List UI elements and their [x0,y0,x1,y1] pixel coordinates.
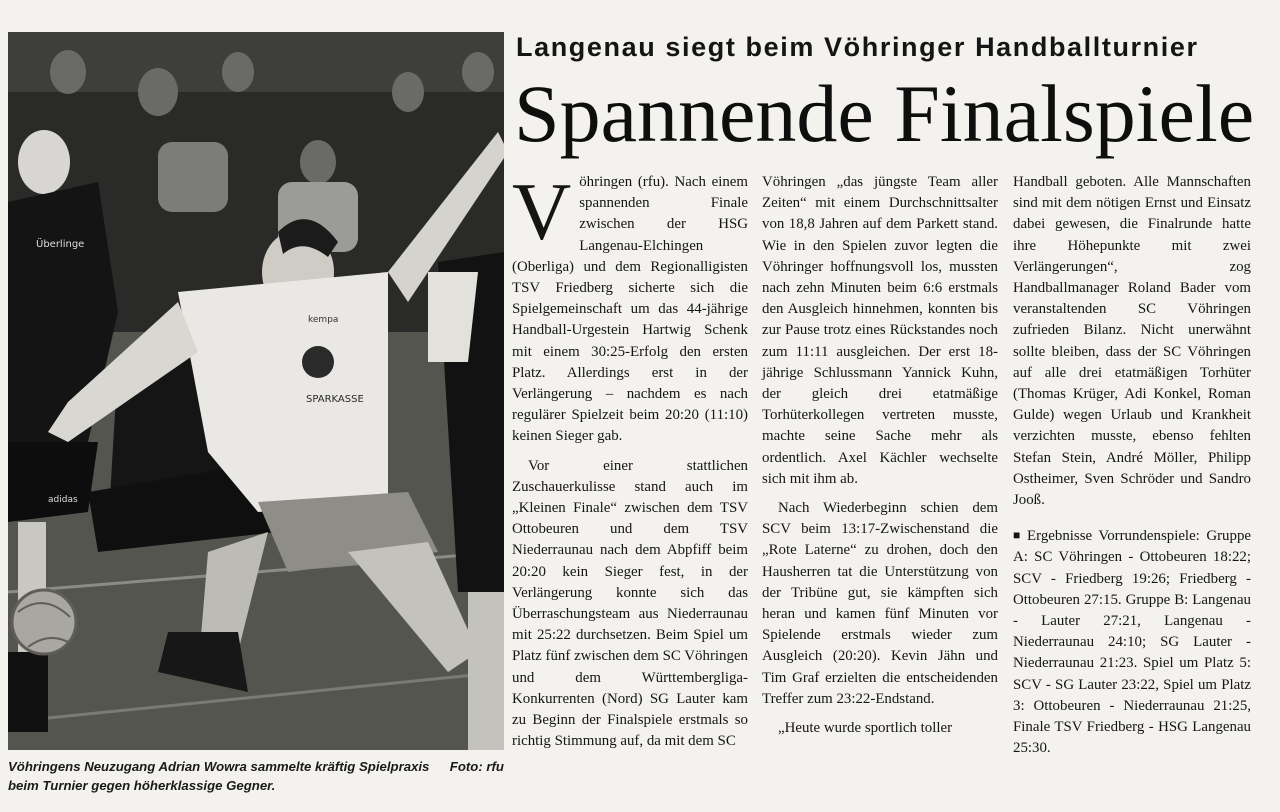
article-column-1 [512,166,748,752]
photo-credit: Foto: rfu [449,759,504,774]
sparkasse-logo [302,346,334,378]
handball-scene [8,32,504,750]
jersey-kempa: kempa [308,315,339,325]
article-column-3 [1013,172,1251,759]
drop-cap: V [512,166,572,257]
paragraph: „Heute wurde sportlich toller [778,720,953,737]
article-kicker: Langenau siegt beim Vöhringer Handballturnier [516,32,1199,62]
results-text: Ergebnisse Vorrundenspiele: Gruppe A: SC Vöhringen - Ottobeuren 18:22; SCV - Friedberg 19:26; Friedberg - Ottobeuren 27:15. Gruppe B: Langenau - Lauter 27:21, Langenau - Niederraunau 24:10; SG Lauter - Niederraunau 21:23. Spiel um Platz 5: SCV - SG Lauter 23:22, Spiel um Platz 3: Ottobeuren - Niederraunau 21:25, Finale TSV Friedberg - HSG Langenau 25:30. [1013,528,1251,757]
jersey-brand: adidas [48,495,78,505]
article-headline: Spannende Finalspiele [514,68,1255,159]
paragraph: Vöhringen „das jüngste Team aller Zeiten“ mit einem Durchschnittsalter von 18,8 Jahren auf dem Parkett stand. Wie in den Spielen zuvor legten die Vöhringer hoffnungsvoll los, mussten nach zehn Minuten beim 6:6 erstmals den Ausgleich hinnehmen, konnten bis zur Pause trotz eines Rückstandes noch zum 11:11 ausgleichen. Der erst 18-jährige Schlussmann Yannick Kuhn, der gleich drei etatmäßige Torhüterkollegen vertreten musste, machte seine Sache mehr als ordentlich. Axel Kächler wechselte sich mit ihm ab. [762,174,998,487]
bullet-icon: ■ [1013,528,1024,543]
jersey-sponsor: Überlinge [36,239,85,250]
jersey-sparkasse: SPARKASSE [306,394,364,405]
handball-ball [12,590,76,654]
article-column-2 [762,172,998,739]
paragraph: Handball geboten. Alle Mannschaften sind mit dem nötigen Ernst und Einsatz dabei gewesen, die Finalrunde hatte ihre Höhepunkte mit zwei Verlängerungen“, zog Handballmanager Roland Bader vom veranstaltenden SC Vöhringen zufrieden Bilanz. Nicht unerwähnt sollte bleiben, dass der SC Vöhringen auf alle drei etatmäßigen Torhüter (Thomas Krüger, Adi Konkel, Roman Gulde) wegen Urlaub und Krankheit verzichten musste, ebenso fehlten Stefan Stein, André Möller, Philipp Ostheimer, Sven Schröder und Sandro Jooß. [1013,174,1251,509]
paragraph [512,166,748,448]
caption-text: Vöhringens Neuzugang Adrian Wowra sammelte kräftig Spielpraxis beim Turnier gegen höherklassige Gegner. [8,759,430,793]
photo-caption [8,757,504,795]
handball-photo [8,32,504,750]
paragraph: Vor einer stattlichen Zuschauerkulisse stand auch im „Kleinen Finale“ zwischen dem TSV Ottobeuren und dem TSV Niederraunau nach dem Abpfiff beim 20:20 kein Sieger fest, in der Verlängerung konnte sich das Überraschungsteam aus Niederraunau mit 25:22 durchsetzen. Beim Spiel um Platz fünf zwischen dem SC Vöhringen und dem Württembergliga-Konkurrenten (Nord) SG Lauter kam zu Beginn der Finalspiele erstmals so richtig Stimmung auf, da mit dem SC [512,457,748,750]
results-block [1013,525,1251,759]
paragraph: Nach Wiederbeginn schien dem SCV beim 13:17-Zwischenstand die „Rote Laterne“ zu drohen, doch den Hausherren tat die Unterstützung von der Tribüne gut, sie kämpften sich heran und kamen fünf Minuten vor Spielende erstmals wieder zum Ausgleich (20:20). Kevin Jähn und Tim Graf erzielten die entscheidenden Treffer zum 23:22-Endstand. [762,500,998,707]
paragraph-text: öhringen (rfu). Nach einem spannenden Finale zwischen der HSG Langenau-Elchingen (Oberliga) und dem Regionalligisten TSV Friedberg sicherte sich die Spielgemeinschaft um das 44-jährige Handball-Urgestein Hartwig Schenk mit einem 30:25-Erfolg den ersten Platz. Allerdings erst in der Verlängerung – nachdem es nach regulärer Spielzeit beim 20:20 (11:10) keinen Sieger gab. [512,174,748,445]
